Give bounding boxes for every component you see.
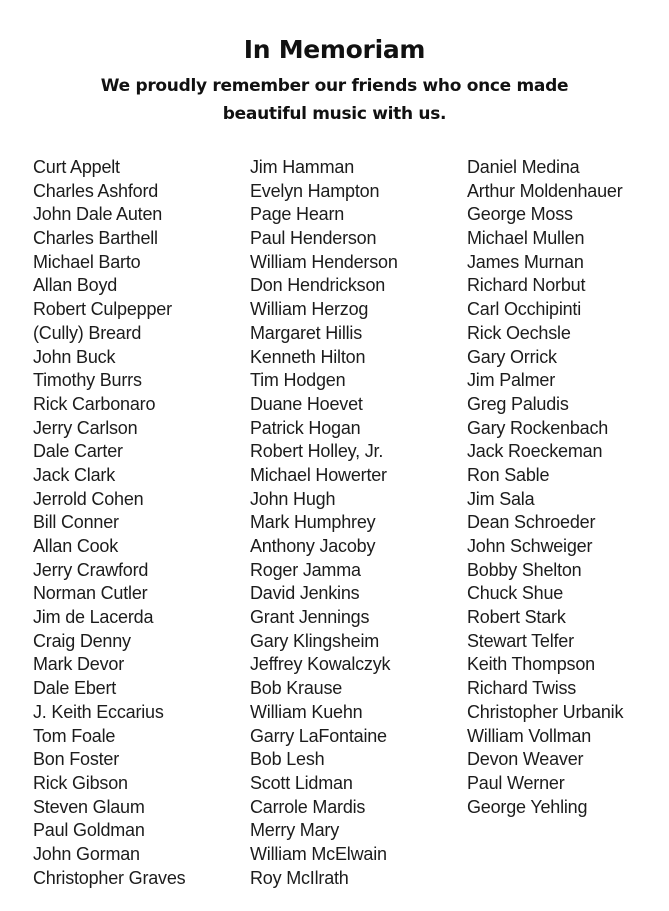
memorial-name: Steven Glaum <box>33 796 145 817</box>
memorial-name: Dean Schroeder <box>467 512 596 533</box>
memorial-name: William Vollman <box>467 725 592 746</box>
memorial-name: Robert Culpepper <box>33 299 172 320</box>
memorial-name: Bill Conner <box>33 512 119 533</box>
memorial-name: Duane Hoevet <box>250 393 363 414</box>
memorial-name: Margaret Hillis <box>250 322 363 343</box>
memorial-name: Jerrold Cohen <box>33 488 144 509</box>
memorial-name: Jim de Lacerda <box>33 607 154 628</box>
names-column-1 <box>33 156 185 890</box>
memorial-name: John Gorman <box>33 843 140 864</box>
memorial-name: Craig Denny <box>33 630 131 651</box>
memorial-name: Robert Stark <box>467 607 566 628</box>
memorial-name: William Kuehn <box>250 701 363 722</box>
memorial-name: Bob Lesh <box>250 749 325 770</box>
memorial-name: Bob Krause <box>250 678 343 699</box>
memorial-name: Timothy Burrs <box>33 370 142 391</box>
memorial-name: William Henderson <box>250 251 398 272</box>
memorial-name: John Hugh <box>250 488 336 509</box>
page-title: In Memoriam <box>243 35 426 64</box>
memorial-name: Grant Jennings <box>250 607 370 628</box>
memorial-name: Gary Klingsheim <box>250 630 380 651</box>
memorial-name: Bobby Shelton <box>467 559 582 580</box>
memorial-name: Ron Sable <box>467 464 550 485</box>
memorial-name: Keith Thompson <box>467 654 595 675</box>
memorial-name: Mark Humphrey <box>250 512 376 533</box>
memorial-name: Jeffrey Kowalczyk <box>250 654 391 675</box>
memorial-name: Paul Goldman <box>33 820 145 841</box>
memorial-name: Jim Sala <box>467 488 535 509</box>
memorial-name: Daniel Medina <box>467 157 580 177</box>
memorial-name: Kenneth Hilton <box>250 346 366 367</box>
memorial-name: Dale Ebert <box>33 678 117 699</box>
names-column-3 <box>467 156 623 819</box>
memorial-name: Bon Foster <box>33 749 120 770</box>
memorial-name: Jim Hamman <box>250 157 355 177</box>
memorial-name: Carrole Mardis <box>250 796 366 817</box>
memorial-name: Patrick Hogan <box>250 417 361 438</box>
memorial-name: Anthony Jacoby <box>250 536 376 556</box>
memorial-name: John Dale Auten <box>33 204 163 225</box>
memorial-name: Michael Mullen <box>467 228 585 249</box>
memorial-name: Paul Werner <box>467 772 565 793</box>
memorial-name: Merry Mary <box>250 820 339 841</box>
memorial-name: Charles Barthell <box>33 228 158 249</box>
memorial-name: William Herzog <box>250 299 369 320</box>
memoriam-header <box>0 34 669 128</box>
memorial-name: George Moss <box>467 204 573 225</box>
memorial-name: Roger Jamma <box>250 559 361 580</box>
memorial-name: Rick Carbonaro <box>33 393 156 414</box>
memorial-name: Mark Devor <box>33 654 125 675</box>
memorial-name: J. Keith Eccarius <box>33 701 164 722</box>
memorial-name: Jim Palmer <box>467 370 556 391</box>
memorial-name: Rick Oechsle <box>467 322 571 343</box>
memorial-name: Charles Ashford <box>33 180 159 201</box>
memorial-name: Roy McIlrath <box>250 867 349 888</box>
memorial-name: Carl Occhipinti <box>467 299 582 320</box>
memorial-name: Michael Barto <box>33 251 141 272</box>
memorial-name: Richard Norbut <box>467 275 586 296</box>
memorial-name: Scott Lidman <box>250 772 353 793</box>
memorial-name: Michael Howerter <box>250 464 387 485</box>
memorial-name: Tom Foale <box>33 725 116 746</box>
names-column-2 <box>250 156 398 890</box>
memorial-name: Jerry Crawford <box>33 559 149 580</box>
memorial-name: Robert Holley, Jr. <box>250 441 384 462</box>
page-subtitle: We proudly remember our friends who once made beautiful music with us. <box>100 76 569 124</box>
memorial-name: Garry LaFontaine <box>250 725 387 746</box>
memorial-name: Christopher Urbanik <box>467 701 624 722</box>
memorial-name: Page Hearn <box>250 204 345 225</box>
memorial-name: Richard Twiss <box>467 678 577 699</box>
memorial-name: Rick Gibson <box>33 772 128 793</box>
memorial-name: George Yehling <box>467 796 588 817</box>
memorial-name: Gary Rockenbach <box>467 417 609 438</box>
memorial-name: Curt Appelt <box>33 157 120 177</box>
memorial-name: Gary Orrick <box>467 346 557 367</box>
memorial-name: Greg Paludis <box>467 393 569 414</box>
memorial-name: Norman Cutler <box>33 583 148 604</box>
memorial-name: Evelyn Hampton <box>250 180 380 201</box>
memorial-name: Tim Hodgen <box>250 370 346 391</box>
memorial-name: Don Hendrickson <box>250 275 386 296</box>
memorial-name: Jack Roeckeman <box>467 441 603 462</box>
memorial-name: Stewart Telfer <box>467 630 574 651</box>
memorial-name: (Cully) Breard <box>33 322 142 343</box>
memorial-name: John Buck <box>33 346 116 367</box>
memorial-name: Allan Cook <box>33 536 119 556</box>
memorial-name: Devon Weaver <box>467 749 584 770</box>
memorial-name: Allan Boyd <box>33 275 118 296</box>
memorial-name: David Jenkins <box>250 583 360 604</box>
memorial-name: Chuck Shue <box>467 583 564 604</box>
memorial-name: Jack Clark <box>33 464 116 485</box>
memorial-name: John Schweiger <box>467 536 593 556</box>
memorial-name: Paul Henderson <box>250 228 377 249</box>
memorial-name: James Murnan <box>467 251 584 272</box>
memorial-name: Christopher Graves <box>33 867 186 888</box>
memorial-name: Dale Carter <box>33 441 123 462</box>
memorial-name: William McElwain <box>250 843 387 864</box>
memorial-name: Jerry Carlson <box>33 417 138 438</box>
memorial-name: Arthur Moldenhauer <box>467 180 623 201</box>
